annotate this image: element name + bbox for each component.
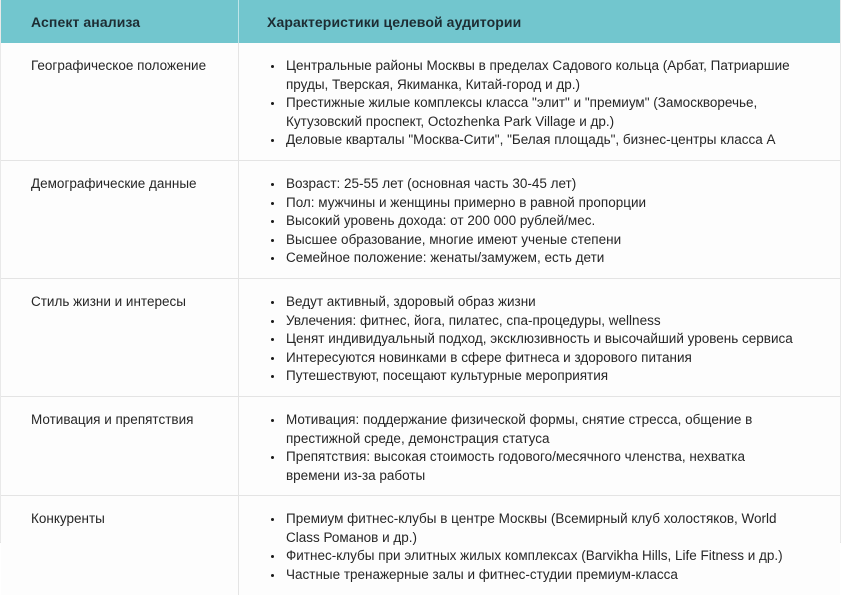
bullet-list: [267, 289, 798, 390]
table-row: [1, 279, 840, 397]
characteristics-cell: [239, 43, 840, 160]
aspect-label: Географическое положение: [1, 43, 239, 160]
characteristics-cell: [239, 496, 840, 594]
table-row: [1, 161, 840, 279]
bullet-list: [267, 171, 798, 272]
bullet-list: [267, 506, 798, 588]
bullet-item: • Престижные жилые комплексы класса "элит" и "премиум" (Замоскворечье, Кутузовский проспект, Octozhenka Park Village и др.): [284, 94, 798, 131]
bullet-item: • Путешествуют, посещают культурные мероприятия: [284, 367, 798, 386]
bullet-item: • Фитнес-клубы при элитных жилых комплексах (Barvikha Hills, Life Fitness и др.): [284, 547, 798, 566]
table-header-row: [1, 0, 840, 43]
table-row: [1, 496, 840, 594]
bullet-item: • Мотивация: поддержание физической формы, снятие стресса, общение в престижной среде, демонстрация статуса: [284, 411, 798, 448]
bullet-item: • Возраст: 25-55 лет (основная часть 30-45 лет): [284, 175, 798, 194]
bullet-list: [267, 407, 798, 489]
bullet-item: • Премиум фитнес-клубы в центре Москвы (Всемирный клуб холостяков, World Class Романов и др.): [284, 510, 798, 547]
bullet-item: • Увлечения: фитнес, йога, пилатес, спа-процедуры, wellness: [284, 312, 798, 331]
bullet-item: • Частные тренажерные залы и фитнес-студии премиум-класса: [284, 566, 798, 585]
header-aspect-column: Аспект анализа: [1, 0, 239, 43]
bullet-item: • Семейное положение: женаты/замужем, есть дети: [284, 249, 798, 268]
header-characteristics-column: Характеристики целевой аудитории: [267, 13, 522, 30]
bullet-item: • Ценят индивидуальный подход, эксклюзивность и высочайший уровень сервиса: [284, 330, 798, 349]
aspect-label: Мотивация и препятствия: [1, 397, 239, 495]
table-row: [1, 397, 840, 496]
aspect-label: Конкуренты: [1, 496, 239, 594]
bullet-item: • Пол: мужчины и женщины примерно в равной пропорции: [284, 194, 798, 213]
bullet-item: • Центральные районы Москвы в пределах Садового кольца (Арбат, Патриаршие пруды, Тверская, Якиманка, Китай-город и др.): [284, 57, 798, 94]
bullet-item: • Высшее образование, многие имеют ученые степени: [284, 231, 798, 250]
table-row: [1, 43, 840, 161]
aspect-label: Демографические данные: [1, 161, 239, 278]
bullet-item: • Высокий уровень дохода: от 200 000 рублей/мес.: [284, 212, 798, 231]
bullet-item: • Ведут активный, здоровый образ жизни: [284, 293, 798, 312]
bullet-item: • Интересуются новинками в сфере фитнеса и здорового питания: [284, 349, 798, 368]
bullet-list: [267, 53, 798, 154]
bullet-item: • Препятствия: высокая стоимость годового/месячного членства, нехватка времени из-за работы: [284, 448, 798, 485]
table-body: [1, 43, 840, 595]
characteristics-cell: [239, 161, 840, 278]
characteristics-cell: [239, 279, 840, 396]
bullet-item: • Деловые кварталы "Москва-Сити", "Белая площадь", бизнес-центры класса А: [284, 131, 798, 150]
aspect-label: Стиль жизни и интересы: [1, 279, 239, 396]
characteristics-cell: [239, 397, 840, 495]
